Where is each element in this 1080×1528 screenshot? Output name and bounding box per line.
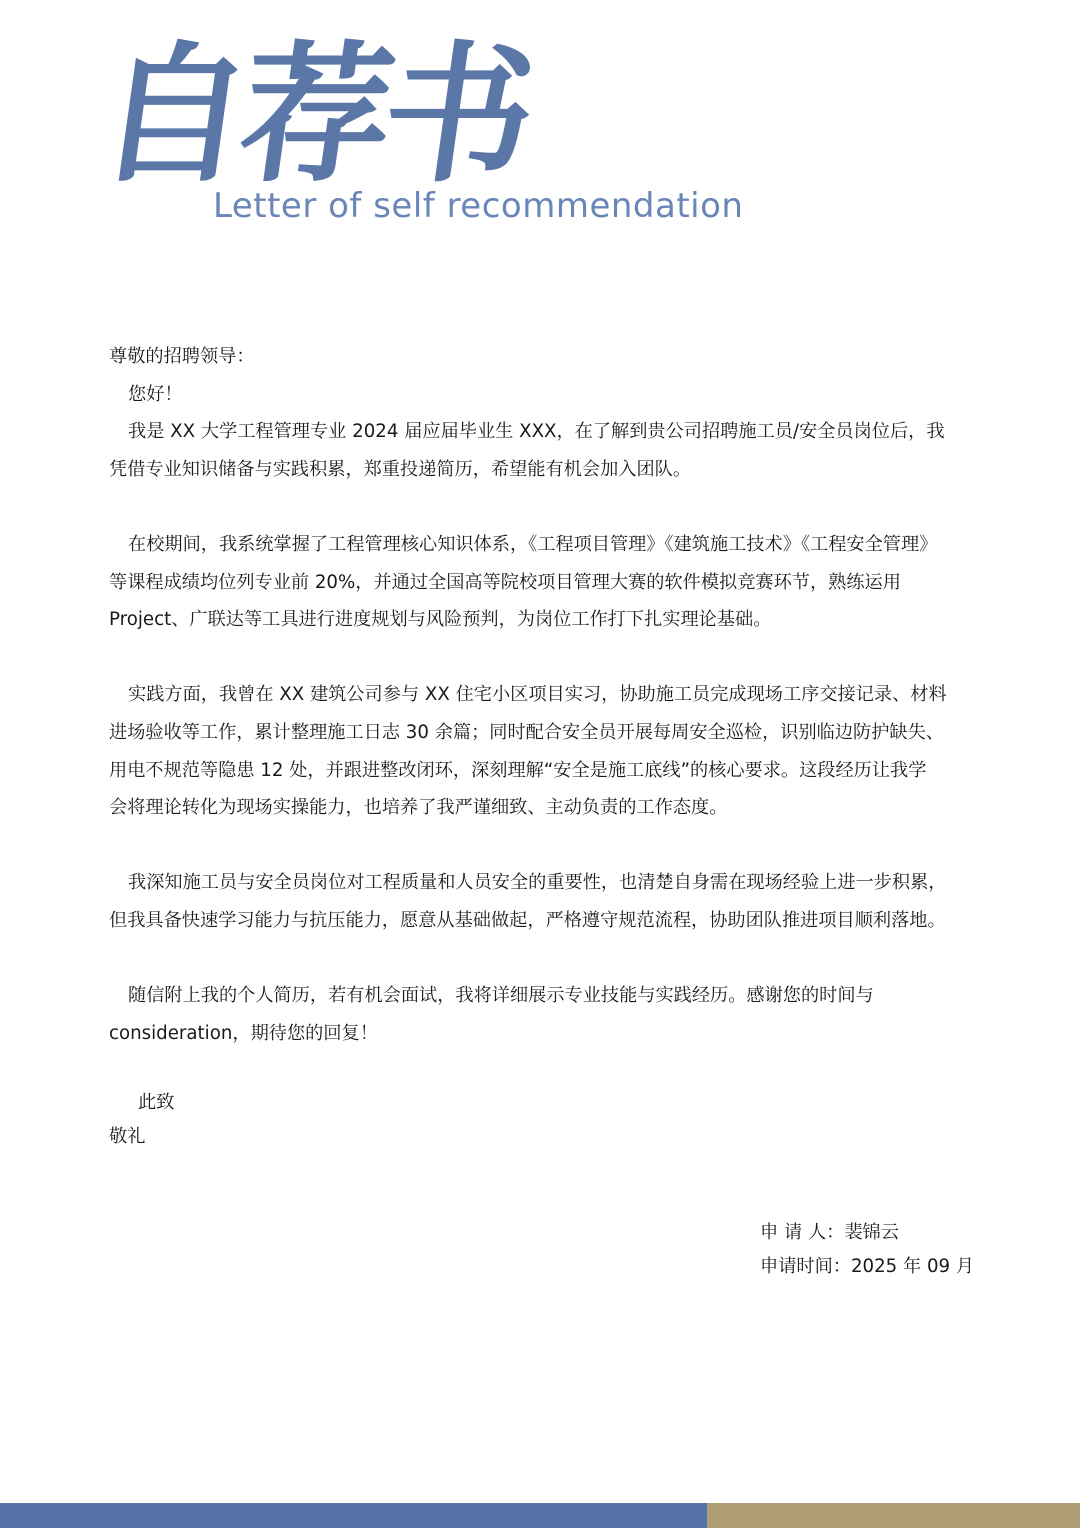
letter-body — [109, 338, 979, 1052]
paragraph-line: 会将理论转化为现场实操能力，也培养了我严谨细致、主动负责的工作态度。 — [109, 797, 728, 819]
paragraph-conclusion — [109, 977, 979, 1052]
paragraph-line: 随信附上我的个人简历，若有机会面试，我将详细展示专业技能与实践经历。感谢您的时间与 — [128, 985, 874, 1007]
footer-bar-gold — [707, 1503, 1080, 1528]
paragraph-line: 等课程成绩均位列专业前 20%，并通过全国高等院校项目管理大赛的软件模拟竞赛环节，熟练运用 — [109, 571, 901, 593]
paragraph-line: 用电不规范等隐患 12 处，并跟进整改闭环，深刻理解“安全是施工底线”的核心要求。这段经历让我学 — [109, 759, 927, 781]
signature-block — [760, 1216, 974, 1284]
paragraph-line: 凭借专业知识储备与实践积累，郑重投递简历，希望能有机会加入团队。 — [109, 458, 692, 480]
paragraph-education — [109, 526, 979, 639]
paragraph-line: 进场验收等工作，累计整理施工日志 30 余篇；同时配合安全员开展每周安全巡检，识别临边防护缺失、 — [109, 721, 944, 743]
date-value: 2025 年 09 月 — [850, 1256, 975, 1277]
footer-color-bar — [0, 1503, 1080, 1528]
applicant-name: 裴锦云 — [844, 1222, 899, 1243]
salutation: 尊敬的招聘领导： — [109, 346, 255, 367]
applicant-row — [760, 1216, 974, 1250]
paragraph-line: 我是 XX 大学工程管理专业 2024 届应届毕业生 XXX，在了解到贵公司招聘施工员/安全员岗位后，我 — [128, 421, 945, 443]
paragraph-line: 在校期间，我系统掌握了工程管理核心知识体系，《工程项目管理》《建筑施工技术》《工程安全管理》 — [128, 533, 938, 555]
closing-phrase: 此致 — [138, 1092, 175, 1113]
paragraph-line: 但我具备快速学习能力与抗压能力，愿意从基础做起，严格遵守规范流程，协助团队推进项目顺利落地。 — [109, 909, 946, 931]
page-subtitle: Letter of self recommendation — [213, 186, 744, 226]
letter-header — [0, 0, 1080, 260]
paragraph-line: consideration，期待您的回复！ — [109, 1022, 378, 1044]
letter-closing — [109, 1086, 174, 1154]
applicant-label: 申 请 人： — [760, 1222, 845, 1243]
date-label: 申请时间： — [760, 1256, 851, 1277]
footer-bar-blue — [0, 1503, 707, 1528]
date-row — [760, 1250, 974, 1284]
paragraph-line: 实践方面，我曾在 XX 建筑公司参与 XX 住宅小区项目实习，协助施工员完成现场工序交接记录、材料 — [128, 684, 947, 706]
page-title: 自荐书 — [87, 27, 539, 203]
paragraph-line: 我深知施工员与安全员岗位对工程质量和人员安全的重要性，也清楚自身需在现场经验上进一步积累， — [128, 872, 947, 894]
paragraph-intro — [109, 413, 979, 488]
paragraph-motivation — [109, 864, 979, 939]
paragraph-practice — [109, 676, 979, 826]
paragraph-line: Project、广联达等工具进行进度规划与风险预判，为岗位工作打下扎实理论基础。 — [109, 609, 772, 631]
greeting: 您好！ — [128, 383, 183, 405]
closing-salute: 敬礼 — [109, 1126, 146, 1147]
